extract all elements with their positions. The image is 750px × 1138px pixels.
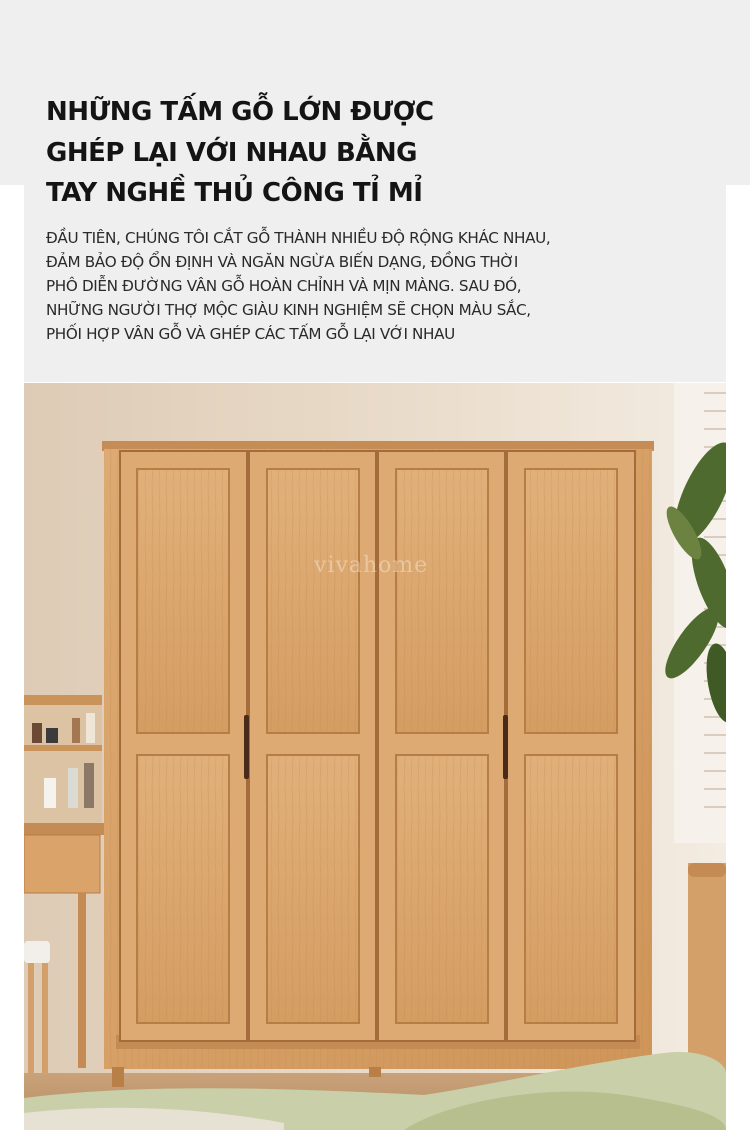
description-line: NHỮNG NGƯỜI THỢ MỘC GIÀU KINH NGHIỆM SẼ CHỌN MÀU SẮC, bbox=[46, 301, 531, 319]
description-line: PHÔ DIỄN ĐƯỜNG VÂN GỖ HOÀN CHỈNH VÀ MỊN MÀNG. SAU ĐÓ, bbox=[46, 277, 522, 295]
wardrobe bbox=[102, 441, 654, 1087]
bed-frame bbox=[688, 863, 726, 1073]
wardrobe-door bbox=[249, 451, 376, 1041]
wardrobe-photo bbox=[24, 383, 726, 1130]
headline-line: TAY NGHỀ THỦ CÔNG TỈ MỈ bbox=[46, 178, 423, 208]
description-line: PHỐI HỢP VÂN GỖ VÀ GHÉP CÁC TẤM GỖ LẠI VỚI NHAU bbox=[46, 325, 455, 343]
wardrobe-door bbox=[507, 451, 635, 1041]
wardrobe-illustration bbox=[24, 383, 726, 1130]
door-handle bbox=[503, 715, 508, 779]
description bbox=[46, 226, 696, 346]
watermark: vivahome bbox=[314, 553, 429, 578]
door-handle bbox=[244, 715, 249, 779]
wardrobe-door bbox=[120, 451, 247, 1041]
wardrobe-door bbox=[378, 451, 505, 1041]
headline bbox=[46, 92, 506, 214]
headline-line: GHÉP LẠI VỚI NHAU BẰNG bbox=[46, 137, 417, 168]
headline-line: NHỮNG TẤM GỖ LỚN ĐƯỢC bbox=[46, 97, 434, 127]
description-line: ĐẦU TIÊN, CHÚNG TÔI CẮT GỖ THÀNH NHIỀU ĐỘ RỘNG KHÁC NHAU, bbox=[46, 229, 551, 247]
description-line: ĐẢM BẢO ĐỘ ỔN ĐỊNH VÀ NGĂN NGỪA BIẾN DẠNG, ĐỒNG THỜI bbox=[46, 253, 519, 271]
